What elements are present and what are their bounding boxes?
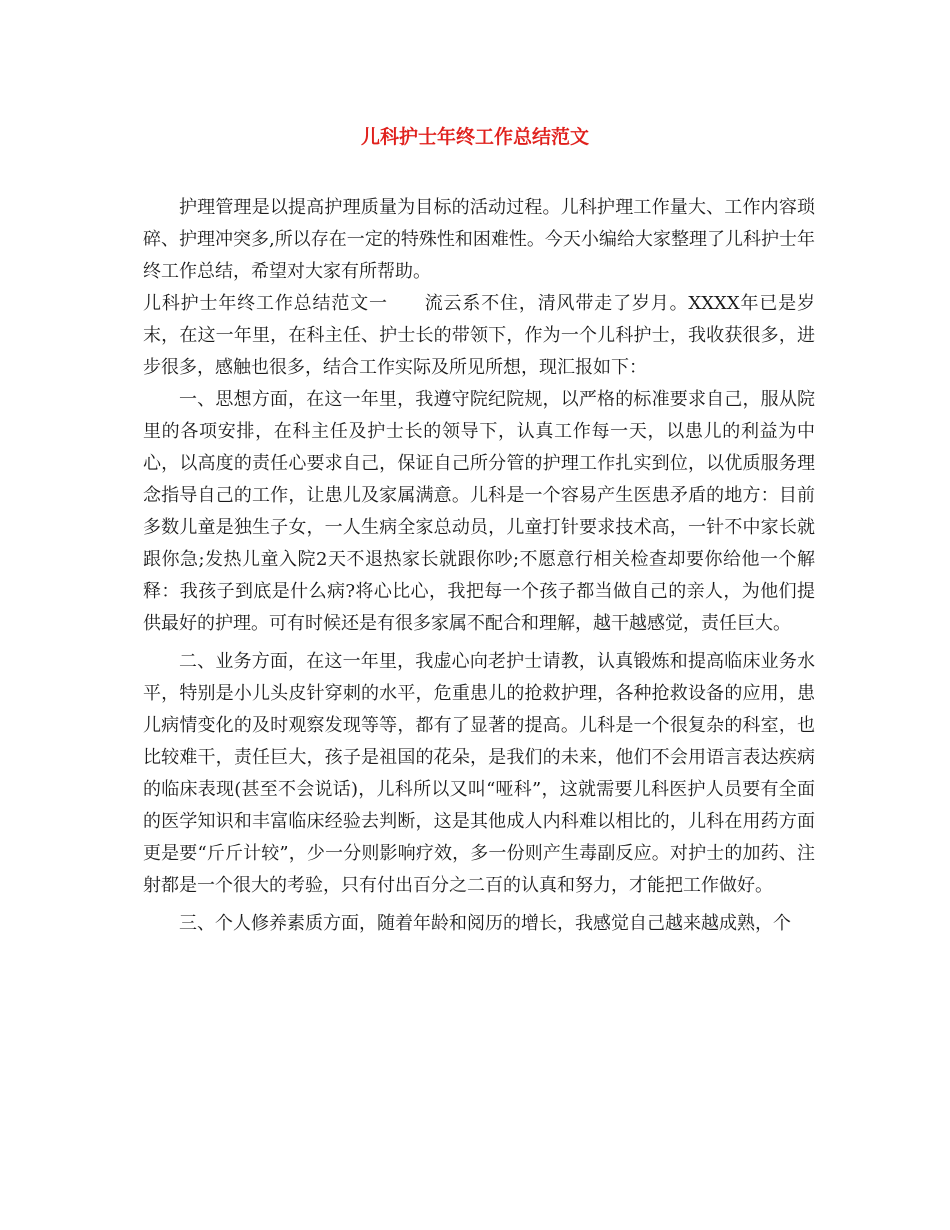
paragraph-personal: 三、个人修养素质方面，随着年龄和阅历的增长，我感觉自己越来越成熟，个	[179, 913, 791, 934]
paragraph-thoughts: 一、思想方面，在这一年里，我遵守院纪院规，以严格的标准要求自己，服从院里的各项安排，在科主任及护士长的领导下，认真工作每一天，以患儿的利益为中心，以高度的责任心要求自己，保证自己所分管的护理工作扎实到位，以优质服务理念指导自己的工作，让患儿及家属满意。儿科是一个容易产生医患矛盾的地方：目前多数儿童是独生子女，一人生病全家总动员，儿童打针要求技术高，一针不中家长就跟你急;发热儿童入院2天不退热家长就跟你吵;不愿意行相关检查却要你给他一个解释：我孩子到底是什么病?将心比心，我把每一个孩子都当做自己的亲人，为他们提供最好的护理。可有时候还是有很多家属不配合和理解，越干越感觉，责任巨大。	[143, 389, 815, 634]
paragraph-business: 二、业务方面，在这一年里，我虚心向老护士请教，认真锻炼和提高临床业务水平，特别是小儿头皮针穿刺的水平，危重患儿的抢救护理，各种抢救设备的应用，患儿病情变化的及时观察发现等等，都有了显著的提高。儿科是一个很复杂的科室，也比较难干，责任巨大，孩子是祖国的花朵，是我们的未来，他们不会用语言表达疾病的临床表现(甚至不会说话)，儿科所以又叫“哑科”，这就需要儿科医护人员要有全面的医学知识和丰富临床经验去判断，这是其他成人内科难以相比的，儿科在用药方面更是要“斤斤计较”，少一分则影响疗效，多一份则产生毒副反应。对护士的加药、注射都是一个很大的考验，只有付出百分之二百的认真和努力，才能把工作做好。	[143, 651, 815, 896]
section-lead: 流云系不住，清风带走了岁月。XXXX年已是岁末，在这一年里，在科主任、护士长的带领下，作为一个儿科护士，我收获很多，进步很多，感触也很多，结合工作实际及所见所想，现汇报如下：	[143, 293, 816, 378]
intro-paragraph: 护理管理是以提高护理质量为目标的活动过程。儿科护理工作量大、工作内容琐碎、护理冲突多,所以存在一定的特殊性和困难性。今天小编给大家整理了儿科护士年终工作总结，希望对大家有所帮助。	[143, 197, 815, 282]
section-paragraph	[143, 288, 815, 384]
document-body	[143, 192, 815, 940]
document-title: 儿科护士年终工作总结范文	[360, 126, 589, 148]
section-heading: 儿科护士年终工作总结范文一	[143, 293, 388, 314]
